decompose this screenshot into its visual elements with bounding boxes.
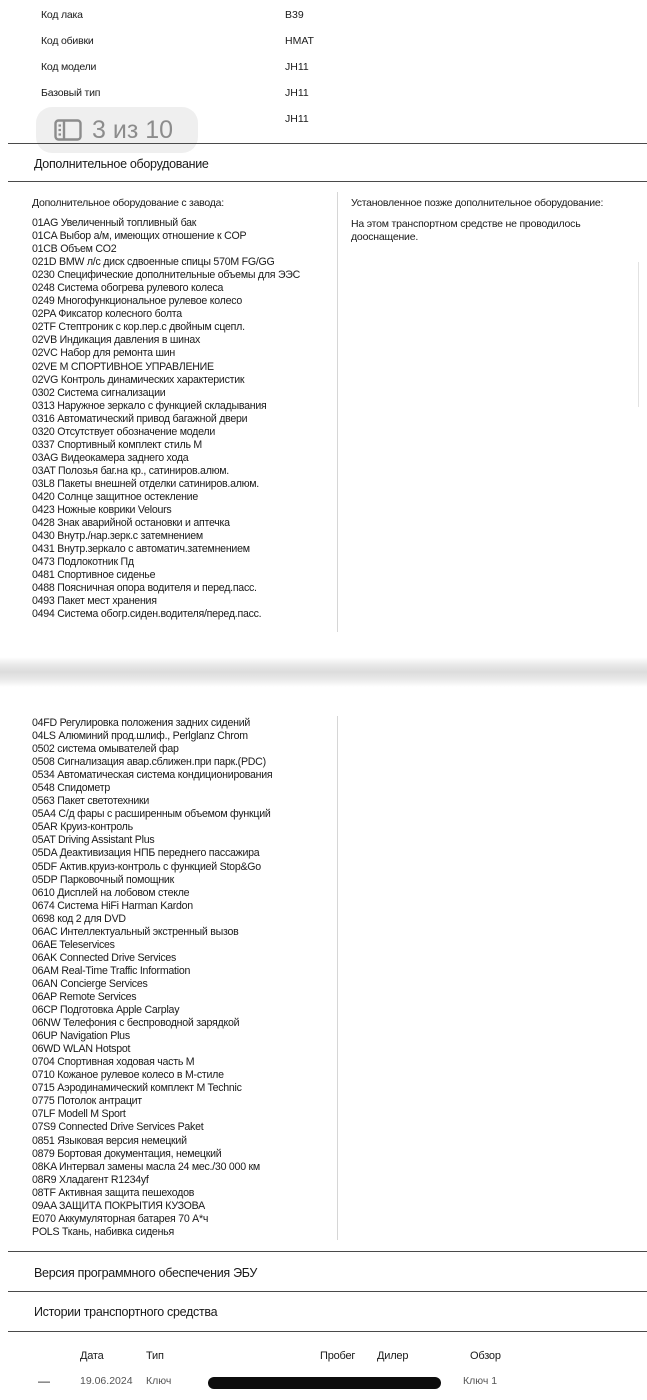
equipment-item: 06NW Телефония с беспроводной зарядкой <box>32 1017 240 1030</box>
equipment-item: 0502 система омывателей фар <box>32 743 179 756</box>
divider <box>8 1291 647 1292</box>
equipment-item: 0420 Солнце защитное остекление <box>32 490 198 503</box>
equipment-item: 01CB Объем CO2 <box>32 243 117 256</box>
equipment-item: 0715 Аэродинамический комплект M Technic <box>32 1082 242 1095</box>
equipment-item: 0423 Ножные коврики Velours <box>32 504 172 517</box>
equipment-item: 0430 Внутр./нар.зерк.с затемнением <box>32 530 203 543</box>
equipment-item: 0494 Система обогр.сиден.водителя/перед.пасс. <box>32 608 262 621</box>
equipment-item: 0248 Система обогрева рулевого колеса <box>32 282 224 295</box>
equipment-item: 02PA Фиксатор колесного болта <box>32 308 182 321</box>
equipment-item: 07LF Modell M Sport <box>32 1108 126 1121</box>
factory-equipment-list <box>32 217 300 621</box>
pager-text: 3 из 10 <box>92 115 174 144</box>
retrofit-note: На этом транспортном средстве не проводилось дооснащение. <box>351 218 581 243</box>
equipment-section-title[interactable]: Дополнительное оборудование <box>34 157 209 171</box>
equipment-item: 06CP Подготовка Apple Carplay <box>32 1004 180 1017</box>
ecu-section-title[interactable]: Версия программного обеспечения ЭБУ <box>34 1266 258 1280</box>
equipment-item: 0674 Система HiFi Harman Kardon <box>32 899 193 912</box>
column-divider <box>337 192 338 632</box>
photo-pager[interactable] <box>36 107 198 153</box>
equipment-item: 06WD WLAN Hotspot <box>32 1043 131 1056</box>
equipment-item: 06AC Интеллектуальный экстренный вызов <box>32 925 239 938</box>
equipment-item: 02VG Контроль динамических характеристик <box>32 373 245 386</box>
base-type-label: Базовый тип <box>41 87 101 99</box>
col-mileage: Пробег <box>320 1350 356 1362</box>
equipment-item: POLS Ткань, набивка сиденья <box>32 1225 174 1238</box>
base-type-value: JH11 <box>285 87 309 99</box>
equipment-item: 01CA Выбор а/м, имеющих отношение к COP <box>32 230 247 243</box>
equipment-item: 06AP Remote Services <box>32 990 137 1003</box>
equipment-item: 05AR Круиз-контроль <box>32 821 133 834</box>
equipment-item: 0316 Автоматический привод багажной двери <box>32 412 248 425</box>
factory-equipment-list-continued <box>32 717 272 1239</box>
col-date: Дата <box>80 1350 104 1362</box>
equipment-item: 06AE Teleservices <box>32 938 115 951</box>
upholstery-code-value: HMAT <box>285 35 314 47</box>
equipment-item: 06UP Navigation Plus <box>32 1030 130 1043</box>
equipment-item: 01AG Увеличенный топливный бак <box>32 217 197 229</box>
divider <box>8 143 647 144</box>
redaction-bar <box>208 1377 441 1389</box>
paint-code-value: B39 <box>285 9 304 21</box>
divider <box>8 1331 647 1332</box>
equipment-item: 0428 Знак аварийной остановки и аптечка <box>32 517 230 530</box>
equipment-item: 05DF Актив.круиз-контроль с функцией Stop&Go <box>32 860 261 873</box>
equipment-item: 0488 Поясничная опора водителя и перед.пасс. <box>32 582 257 595</box>
col-dealer: Дилер <box>377 1350 409 1362</box>
equipment-item: 0320 Отсутствует обозначение модели <box>32 425 215 438</box>
equipment-item: 03AT Полозья баг.на кр., сатиниров.алюм. <box>32 464 229 477</box>
model-code-value: JH11 <box>285 61 309 73</box>
equipment-item: 0610 Дисплей на лобовом стекле <box>32 886 190 899</box>
equipment-item: 0313 Наружное зеркало с функцией складывания <box>32 399 267 412</box>
equipment-item: 06AM Real-Time Traffic Information <box>32 964 191 977</box>
equipment-item: 08TF Активная защита пешеходов <box>32 1186 195 1199</box>
divider <box>8 1251 647 1252</box>
equipment-item: 0534 Автоматическая система кондиционирования <box>32 769 273 782</box>
equipment-item: 0481 Спортивное сиденье <box>32 569 156 582</box>
equipment-item: 05AT Driving Assistant Plus <box>32 834 155 847</box>
equipment-item: 08KA Интервал замены масла 24 мес./30 000 км <box>32 1160 260 1173</box>
retrofit-equipment-heading: Установленное позже дополнительное оборудование: <box>351 197 604 209</box>
equipment-item: 03L8 Пакеты внешней отделки сатиниров.алюм. <box>32 477 259 490</box>
equipment-item: 02VE М СПОРТИВНОЕ УПРАВЛЕНИЕ <box>32 360 214 373</box>
equipment-item: 0710 Кожаное рулевое колесо в M-стиле <box>32 1069 224 1082</box>
scroll-edge <box>638 262 639 407</box>
equipment-item: 0230 Специфические дополнительные объемы для ЭЭС <box>32 269 301 282</box>
factory-equipment-heading: Дополнительное оборудование с завода: <box>32 197 224 209</box>
equipment-item: 0337 Спортивный комплект стиль M <box>32 438 202 451</box>
paint-code-label: Код лака <box>41 9 83 21</box>
equipment-item: 0775 Потолок антрацит <box>32 1095 142 1108</box>
col-review: Обзор <box>470 1350 501 1362</box>
equipment-item: 0302 Система сигнализации <box>32 386 166 399</box>
page-break <box>0 657 647 687</box>
history-type: Ключ <box>146 1375 172 1387</box>
equipment-item: 04FD Регулировка положения задних сидений <box>32 717 251 729</box>
divider <box>8 181 647 182</box>
upholstery-code-label: Код обивки <box>41 35 94 47</box>
equipment-item: 06AN Concierge Services <box>32 977 148 990</box>
equipment-item: 0493 Пакет мест хранения <box>32 595 157 608</box>
equipment-item: 05DA Деактивизация НПБ переднего пассажира <box>32 847 260 860</box>
col-type: Тип <box>146 1350 164 1362</box>
equipment-item: 06AK Connected Drive Services <box>32 951 177 964</box>
equipment-item: 0698 код 2 для DVD <box>32 912 126 925</box>
equipment-item: 03AG Видеокамера заднего хода <box>32 451 189 464</box>
model-code-label: Код модели <box>41 61 97 73</box>
equipment-item: 02VC Набор для ремонта шин <box>32 347 175 360</box>
equipment-item: 08R9 Хладагент R1234yf <box>32 1173 149 1186</box>
equipment-item: 05A4 С/д фары с расширенным объемом функций <box>32 808 271 821</box>
equipment-item: 0548 Спидометр <box>32 782 110 795</box>
equipment-item: 0249 Многофункциональное рулевое колесо <box>32 295 243 308</box>
equipment-item: 02TF Стептроник с кор.пер.с двойным сцепл. <box>32 321 245 334</box>
equipment-item: 09AA ЗАЩИТА ПОКРЫТИЯ КУЗОВА <box>32 1199 205 1212</box>
history-date: 19.06.2024 <box>80 1375 133 1387</box>
equipment-item: 0473 Подлокотник Пд <box>32 556 134 569</box>
equipment-item: 0851 Языковая версия немецкий <box>32 1134 187 1147</box>
equipment-item: 05DP Парковочный помощник <box>32 873 174 886</box>
equipment-item: 0508 Сигнализация авар.сближен.при парк.(PDC) <box>32 756 266 769</box>
type-value: JH11 <box>285 113 309 125</box>
history-section-title[interactable]: Истории транспортного средства <box>34 1305 218 1319</box>
history-review: Ключ 1 <box>463 1375 498 1387</box>
equipment-item: 07S9 Connected Drive Services Paket <box>32 1121 204 1134</box>
equipment-item: 02VB Индикация давления в шинах <box>32 334 201 347</box>
equipment-item: E070 Аккумуляторная батарея 70 А*ч <box>32 1212 209 1225</box>
equipment-item: 021D BMW л/с диск сдвоенные спицы 570M FG/GG <box>32 256 275 269</box>
equipment-item: 0431 Внутр.зеркало с автоматич.затемнением <box>32 543 250 556</box>
expand-row-button[interactable]: — <box>38 1374 50 1388</box>
equipment-item: 0704 Спортивная ходовая часть M <box>32 1056 195 1069</box>
equipment-item: 0563 Пакет светотехники <box>32 795 150 808</box>
gallery-icon <box>54 119 82 141</box>
column-divider <box>337 716 338 1240</box>
equipment-item: 04LS Алюминий прод.шлиф., Perlglanz Chrom <box>32 730 248 743</box>
equipment-item: 0879 Бортовая документация, немецкий <box>32 1147 222 1160</box>
